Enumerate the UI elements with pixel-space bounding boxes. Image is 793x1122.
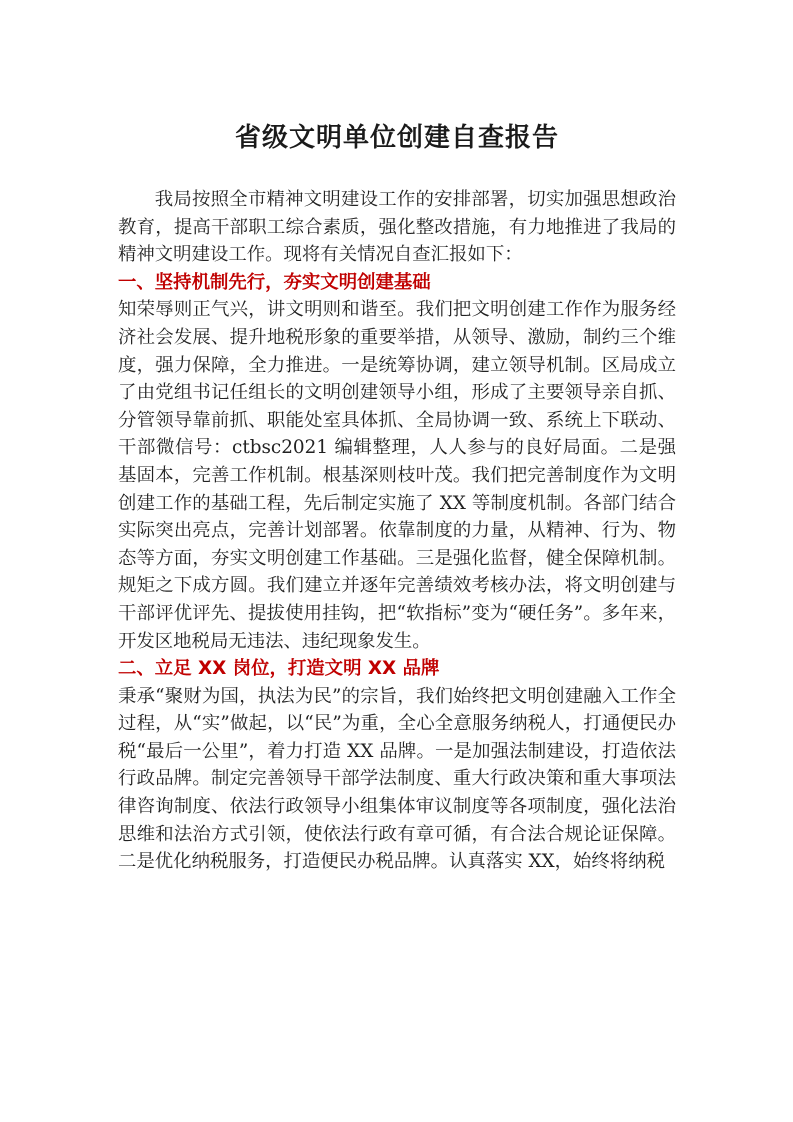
section-1-heading: 一、坚持机制先行，夯实文明创建基础 <box>118 271 431 293</box>
intro-paragraph: 我局按照全市精神文明建设工作的安排部署，切实加强思想政治教育，提高干部职工综合素质，强化整改措施，有力地推进了我局的精神文明建设工作。现将有关情况自查汇报如下： <box>118 189 676 266</box>
section-2-heading: 二、立足 XX 岗位，打造文明 XX 品牌 <box>118 658 440 680</box>
section-1-body: 知荣辱则正气兴，讲文明则和谐至。我们把文明创建工作作为服务经济社会发展、提升地税形象的重要举措，从领导、激励，制约三个维度，强力保障，全力推进。一是统筹协调，建立领导机制。区局成立了由党组书记任组长的文明创建领导小组，形成了主要领导亲自抓、分管领导靠前抓、职能处室具体抓、全局协调一致、系统上下联动、干部微信号：ctbsc2021 编辑整理，人人参与的良好局面。二是强基固本，完善工作机制。根基深则枝叶茂。我们把完善制度作为文明创建工作的基础工程，先后制定实施了 XX 等制度机制。各部门结合实际突出亮点，完善计划部署。依靠制度的力量，从精神、行为、物态等方面，夯实文明创建工作基础。三是强化监督，健全保障机制。规矩之下成方圆。我们建立并逐年完善绩效考核办法，将文明创建与干部评优评先、提拔使用挂钩，把“软指标”变为“硬任务”。多年来，开发区地税局无违法、违纪现象发生。 <box>118 299 676 652</box>
document-title: 省级文明单位创建自查报告 <box>234 123 559 153</box>
document-content <box>118 120 676 876</box>
section-2-body: 秉承“聚财为国，执法为民”的宗旨，我们始终把文明创建融入工作全过程，从“实”做起，以“民”为重，全心全意服务纳税人，打通便民办税“最后一公里”，着力打造 XX 品牌。一是加强法制建设，打造依法行政品牌。制定完善领导干部学法制度、重大行政决策和重大事项法律咨询制度、依法行政领导小组集体审议制度等各项制度，强化法治思维和法治方式引领，使依法行政有章可循，有合法合规论证保障。二是优化纳税服务，打造便民办税品牌。认真落实 XX，始终将纳税 <box>118 685 676 873</box>
